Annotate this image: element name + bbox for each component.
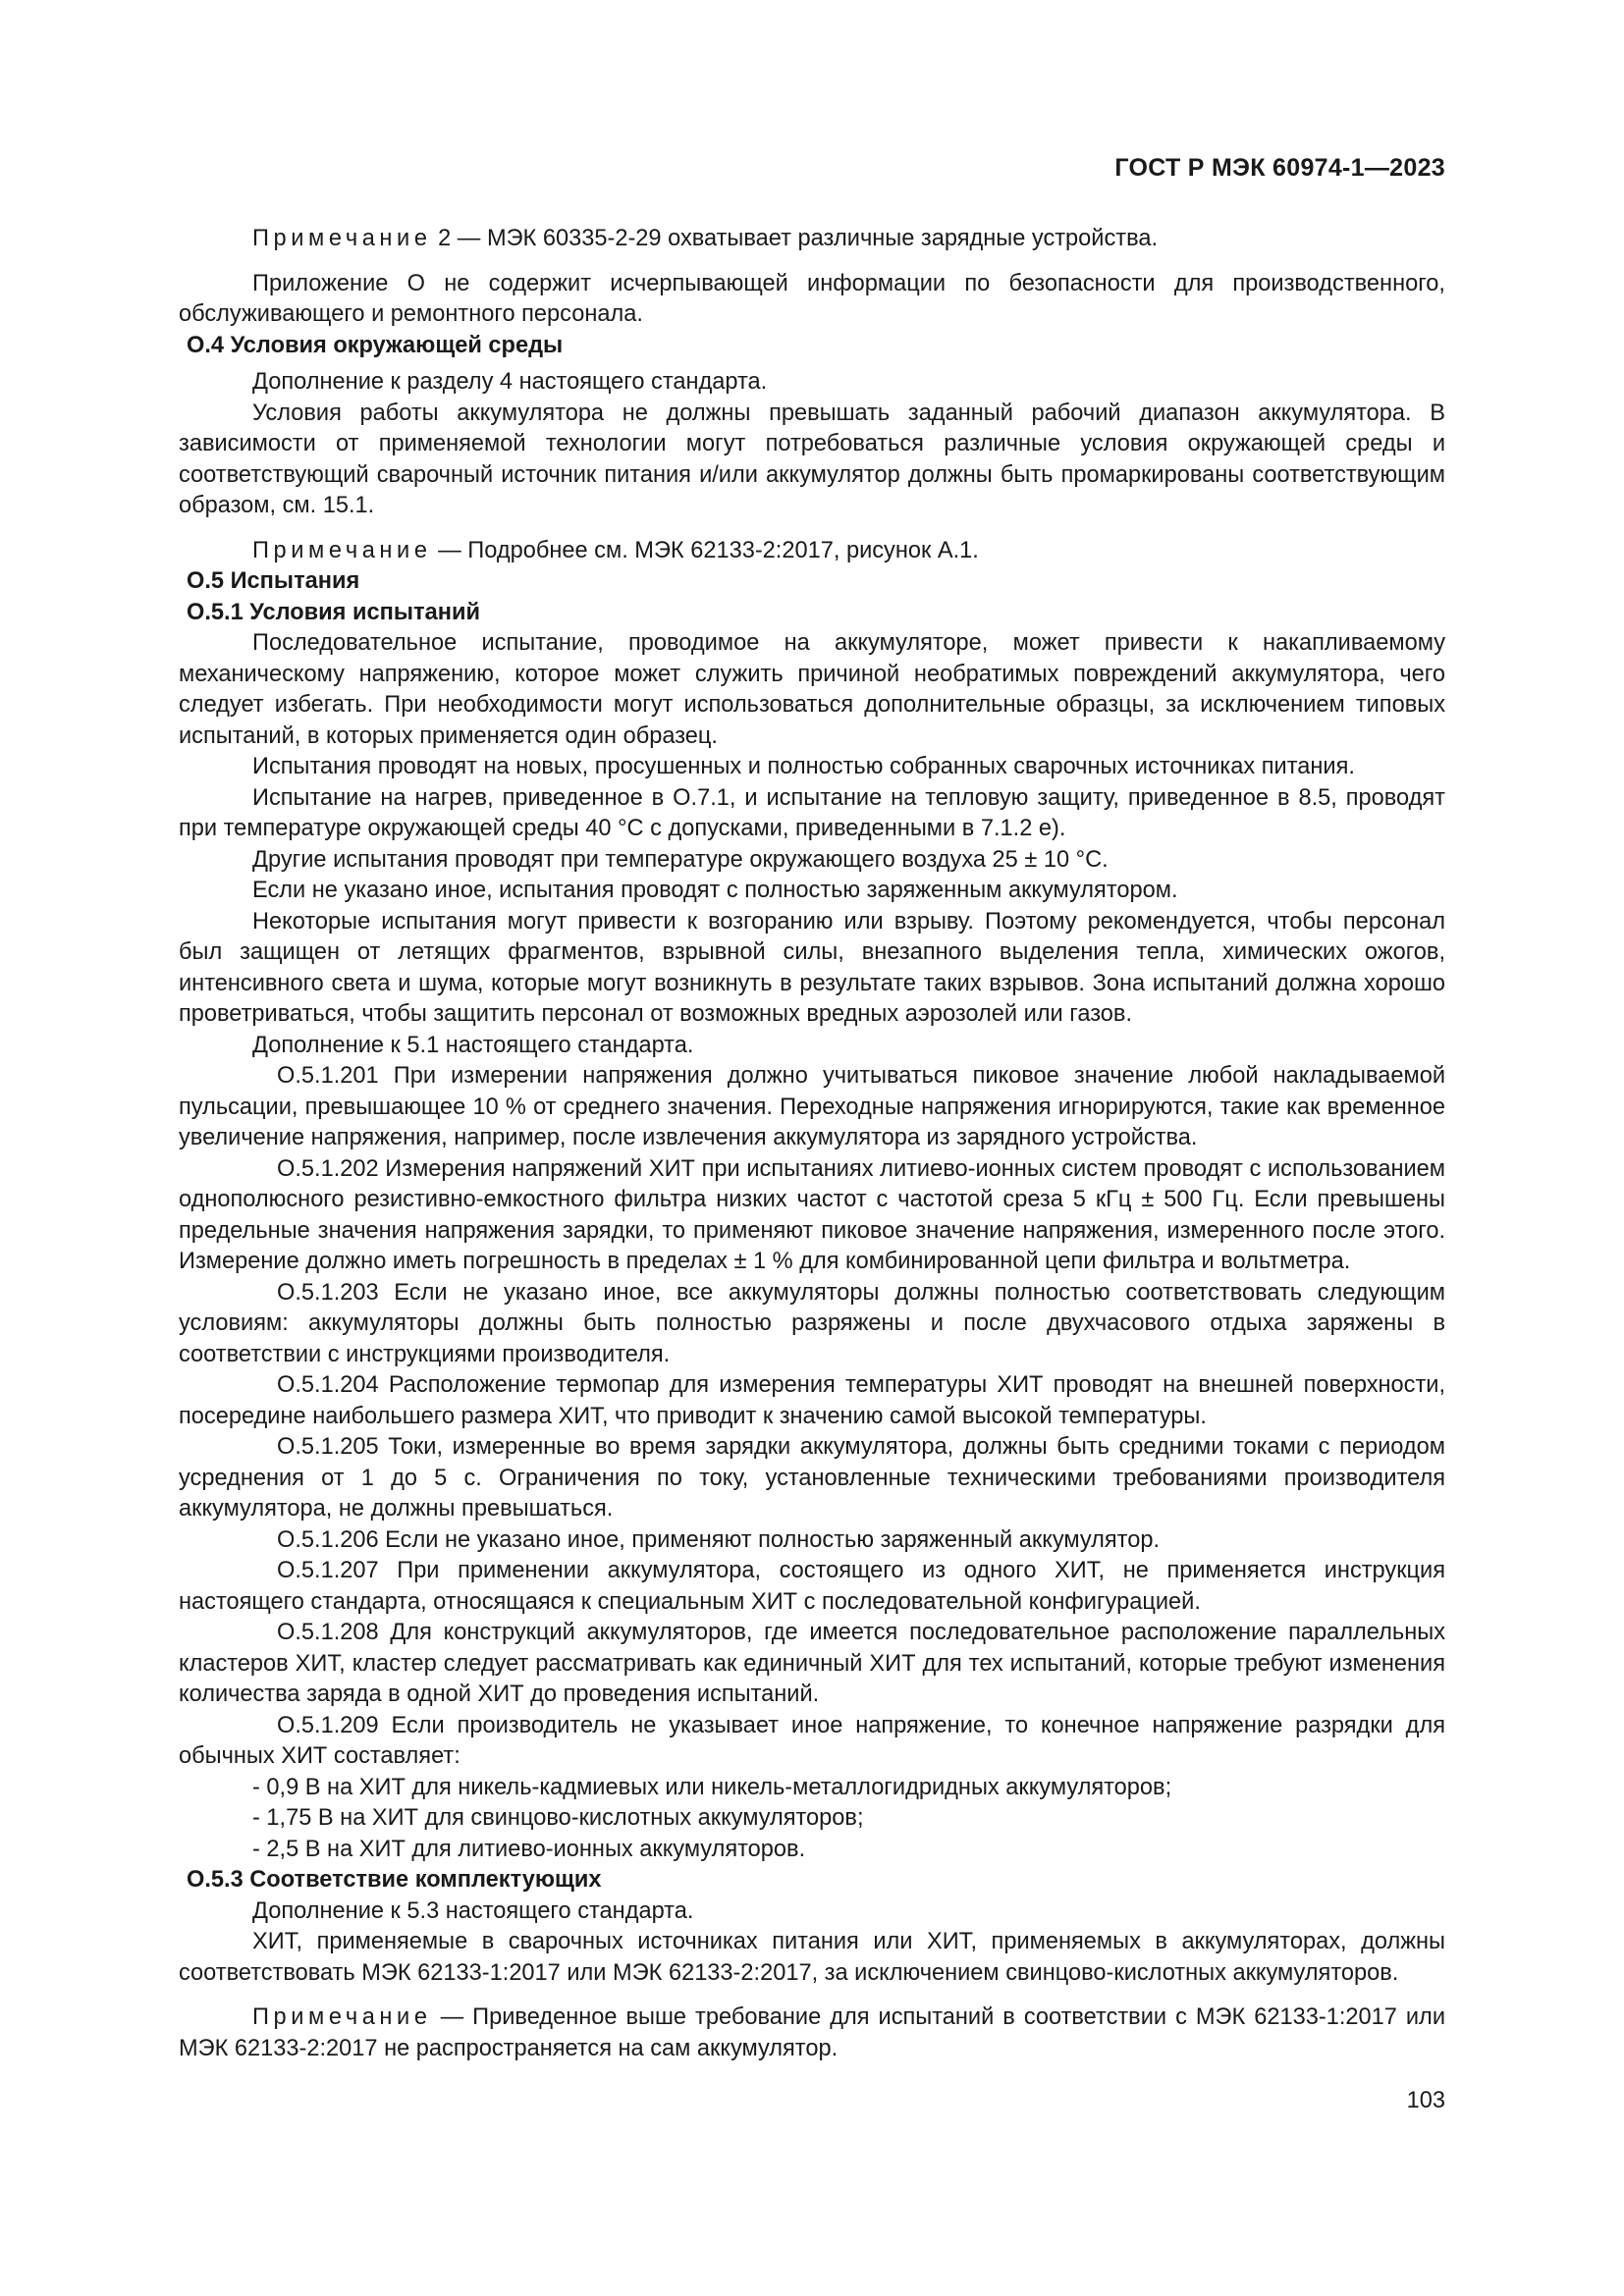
- section-heading: О.4 Условия окружающей среды: [187, 332, 564, 358]
- clause-paragraph: О.5.1.204 Расположение термопар для измерения температуры ХИТ проводят на внешней поверхности, посередине наибольшего размера ХИТ, что приводит к значению самой высокой температуры.: [179, 1372, 1445, 1429]
- note-text: — Подробнее см. МЭК 62133-2:2017, рисунок А.1.: [431, 537, 979, 563]
- paragraph: Другие испытания проводят при температуре окружающего воздуха 25 ± 10 °С.: [252, 846, 1109, 873]
- clause-paragraph: О.5.1.203 Если не указано иное, все аккумуляторы должны полностью соответствовать следующим условиям: аккумуляторы должны быть полностью разряжены и после двухчасового отдыха заряжены в соответствии с инструкциями производителя.: [179, 1279, 1445, 1367]
- paragraph: Некоторые испытания могут привести к возгоранию или взрыву. Поэтому рекомендуется, чтобы персонал был защищен от летящих фрагментов, взрывной силы, внезапного выделения тепла, химических ожогов, интенсивного света и шума, которые могут возникнуть в результате таких взрывов. Зона испытаний должна хорошо проветриваться, чтобы защитить персонал от возможных вредных аэрозолей или газов.: [179, 908, 1445, 1027]
- clause-paragraph: О.5.1.208 Для конструкций аккумуляторов, где имеется последовательное расположение параллельных кластеров ХИТ, кластер следует рассматривать как единичный ХИТ для тех испытаний, которые требуют изменения количества заряда в одной ХИТ до проведения испытаний.: [179, 1620, 1445, 1707]
- clause-paragraph: О.5.1.206 Если не указано иное, применяют полностью заряженный аккумулятор.: [277, 1526, 1161, 1553]
- clause-paragraph: О.5.1.209 Если производитель не указывает иное напряжение, то конечное напряжение разрядки для обычных ХИТ составляет:: [179, 1712, 1445, 1769]
- document-code: ГОСТ Р МЭК 60974-1—2023: [1114, 154, 1445, 182]
- paragraph: ХИТ, применяемые в сварочных источниках питания или ХИТ, применяемых в аккумуляторах, должны соответствовать МЭК 62133-1:2017 или МЭК 62133-2:2017, за исключением свинцово-кислотных аккумуляторов.: [179, 1929, 1445, 1986]
- note-text: 2 — МЭК 60335-2-29 охватывает различные зарядные устройства.: [431, 226, 1159, 251]
- page-number: 103: [1406, 2088, 1445, 2113]
- list-item: - 1,75 В на ХИТ для свинцово-кислотных аккумуляторов;: [252, 1805, 864, 1831]
- paragraph: Если не указано иное, испытания проводят с полностью заряженным аккумулятором.: [252, 878, 1178, 903]
- paragraph: Испытания проводят на новых, просушенных и полностью собранных сварочных источниках питания.: [252, 754, 1355, 779]
- clause-paragraph: О.5.1.205 Токи, измеренные во время зарядки аккумулятора, должны быть средними токами с периодом усреднения от 1 до 5 с. Ограничения по току, установленные техническими требованиями производителя аккумулятора, не должны превышаться.: [179, 1434, 1445, 1522]
- note-paragraph: [179, 536, 1445, 567]
- note-paragraph: [179, 2002, 1445, 2064]
- paragraph: Последовательное испытание, проводимое на аккумуляторе, может привести к накапливаемому механическому напряжению, которое может служить причиной необратимых повреждений аккумулятора, чего следует избегать. При необходимости могут использоваться дополнительные образцы, за исключением типовых испытаний, в которых применяется один образец.: [179, 630, 1445, 749]
- note-paragraph: [179, 224, 1445, 255]
- note-label: Примечание: [252, 2004, 432, 2030]
- paragraph: Дополнение к разделу 4 настоящего стандарта.: [252, 369, 768, 395]
- list-item: - 2,5 В на ХИТ для литиево-ионных аккумуляторов.: [252, 1836, 806, 1862]
- list-item: - 0,9 В на ХИТ для никель-кадмиевых или никель-металлогидридных аккумуляторов;: [252, 1774, 1172, 1800]
- clause-paragraph: О.5.1.207 При применении аккумулятора, состоящего из одного ХИТ, не применяется инструкция настоящего стандарта, относящаяся к специальным ХИТ с последовательной конфигурацией.: [179, 1558, 1445, 1615]
- paragraph: Дополнение к 5.1 настоящего стандарта.: [252, 1032, 694, 1058]
- paragraph: Приложение О не содержит исчерпывающей информации по безопасности для производственного, обслуживающего и ремонтного персонала.: [179, 270, 1445, 327]
- note-text: — Приведенное выше требование для испытаний в соответствии с МЭК 62133-1:2017 или МЭК 62133-2:2017 не распространяется на сам аккумулятор.: [179, 2004, 1445, 2061]
- note-label: Примечание: [252, 537, 432, 563]
- section-heading: О.5 Испытания: [187, 568, 360, 594]
- subsection-heading: О.5.3 Соответствие комплектующих: [187, 1867, 602, 1893]
- paragraph: Дополнение к 5.3 настоящего стандарта.: [252, 1897, 694, 1924]
- document-body: [179, 224, 1445, 2064]
- subsection-heading: О.5.1 Условия испытаний: [187, 599, 480, 625]
- paragraph: Условия работы аккумулятора не должны превышать заданный рабочий диапазон аккумулятора. В зависимости от применяемой технологии могут потребоваться различные условия окружающей среды и соответствующий сварочный источник питания и/или аккумулятор должны быть промаркированы соответствующим образом, см. 15.1.: [179, 400, 1445, 518]
- clause-paragraph: О.5.1.201 При измерении напряжения должно учитываться пиковое значение любой накладываемой пульсации, превышающее 10 % от среднего значения. Переходные напряжения игнорируются, такие как временное увеличение напряжения, например, после извлечения аккумулятора из зарядного устройства.: [179, 1063, 1445, 1150]
- paragraph: Испытание на нагрев, приведенное в О.7.1, и испытание на тепловую защиту, приведенное в 8.5, проводят при температуре окружающей среды 40 °С с допусками, приведенными в 7.1.2 е).: [179, 784, 1445, 841]
- note-label: Примечание: [252, 226, 432, 251]
- clause-paragraph: О.5.1.202 Измерения напряжений ХИТ при испытаниях литиево-ионных систем проводят с использованием однополюсного резистивно-емкостного фильтра низких частот с частотой среза 5 кГц ± 500 Гц. Если превышены предельные значения напряжения зарядки, то применяют пиковое значение напряжения, измеренного после этого. Измерение должно иметь погрешность в пределах ± 1 % для комбинированной цепи фильтра и вольтметра.: [179, 1155, 1445, 1274]
